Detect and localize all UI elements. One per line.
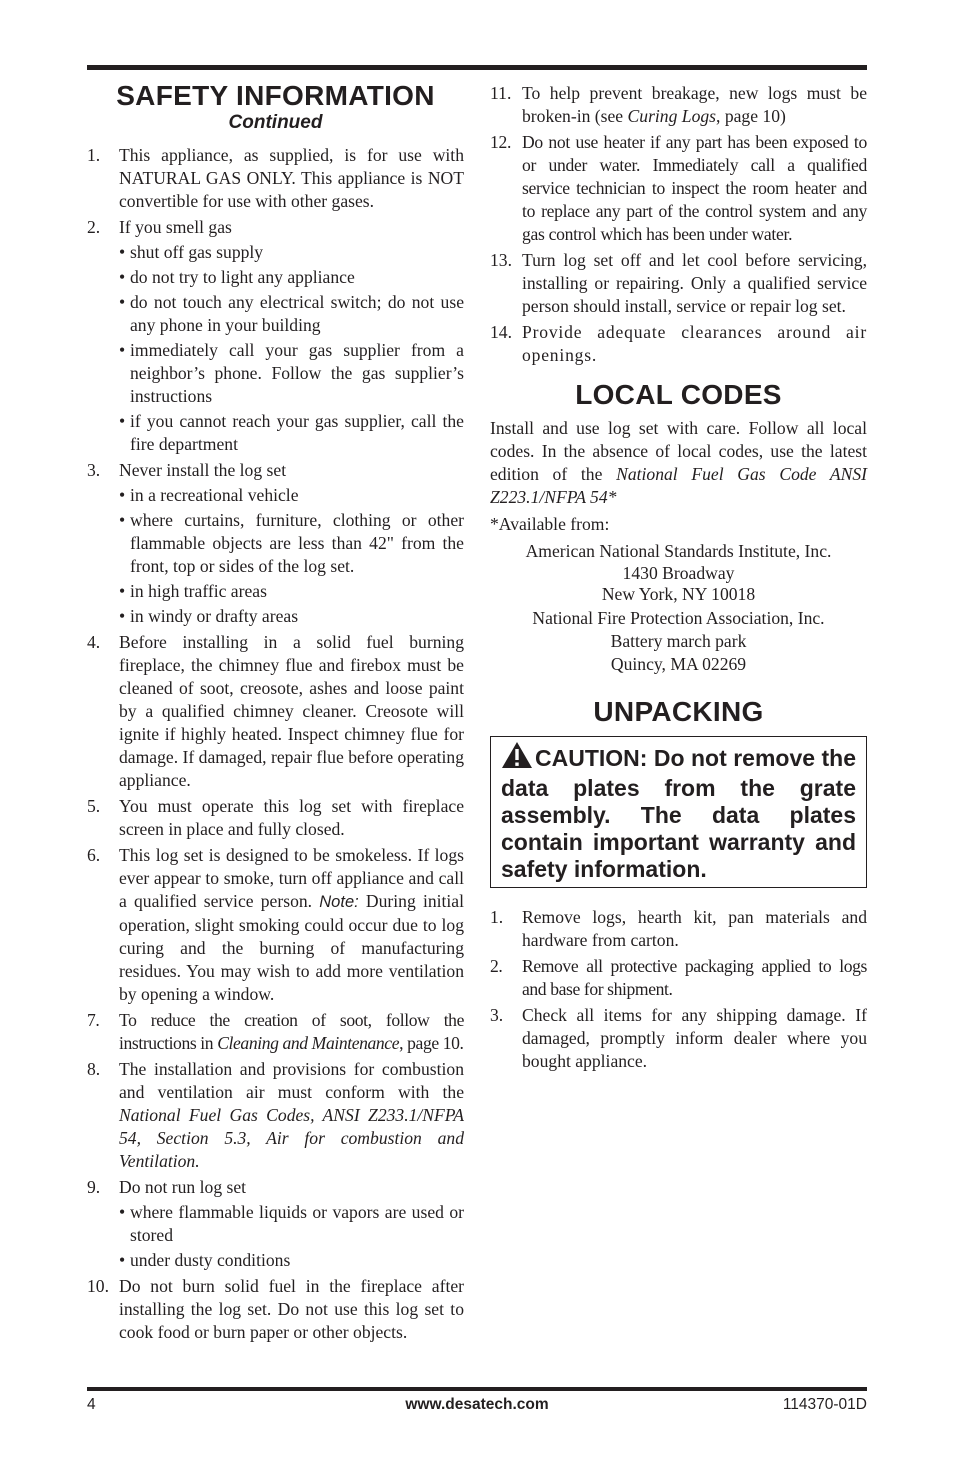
- list-item: [490, 82, 867, 128]
- list-item: [490, 131, 867, 246]
- paragraph-italic: National Fuel Gas Code ANSI Z223.1/NFPA 54*: [490, 464, 867, 507]
- bullet-item: • where curtains, furniture, clothing or other flammable objects are less than 42" from the front, top or sides of the log set.: [119, 509, 464, 578]
- address-line: National Fire Protection Association, Inc.: [532, 608, 825, 628]
- item-text: Before installing in a solid fuel burning fireplace, the chimney flue and firebox must be cleaned of soot, creosote, ashes and loose paint by a qualified chimney cleaner. Creosote will ignite if highly heated. Inspect chimney flue for damage. If damaged, repair flue before operating appliance.: [119, 632, 464, 790]
- right-column: [490, 82, 867, 1076]
- list-item: [87, 1058, 464, 1173]
- list-item: [87, 1275, 464, 1344]
- left-column: [87, 80, 464, 1347]
- list-item: [490, 906, 867, 952]
- item-text: , page 10.: [399, 1033, 464, 1053]
- bullet-item: • if you cannot reach your gas supplier, call the fire department: [119, 410, 464, 456]
- bullet-item: • in a recreational vehicle: [119, 484, 464, 507]
- list-item: [87, 795, 464, 841]
- list-item: [490, 955, 867, 1001]
- item-number: 2.: [490, 956, 503, 976]
- item-number: 2.: [87, 217, 101, 237]
- bullet-item: • in high traffic areas: [119, 580, 464, 603]
- address-nfpa: [490, 607, 867, 676]
- list-item: [87, 631, 464, 792]
- item-text: Check all items for any shipping damage. If damaged, promptly inform dealer where you bought appliance.: [522, 1005, 867, 1071]
- bullet-list: [119, 241, 464, 456]
- warning-triangle-icon: [501, 741, 533, 775]
- item-text: Remove logs, hearth kit, pan materials and hardware from carton.: [522, 907, 867, 950]
- item-number: 3.: [87, 460, 101, 480]
- item-text: Do not run log set: [119, 1177, 247, 1197]
- document-code: 114370-01D: [782, 1396, 867, 1413]
- paragraph-text: Install and use log set with care. Follow all local codes. In the absence of local codes, use the latest edition of the: [490, 418, 867, 484]
- item-number: 10.: [87, 1276, 109, 1296]
- item-text: Turn log set off and let cool before servicing, installing or repairing. Only a qualified service person should install, service or repair log set.: [522, 250, 867, 316]
- item-text: This appliance, as supplied, is for use with NATURAL GAS ONLY. This appliance is NOT convertible for use with other gases.: [119, 145, 464, 211]
- list-item: [490, 1004, 867, 1073]
- safety-list-continued: [490, 82, 867, 367]
- item-number: 11.: [490, 83, 512, 103]
- caution-text: CAUTION: Do not remove the data plates from the grate assembly. The data plates contain important warranty and safety information.: [501, 745, 856, 882]
- item-text: Never install the log set: [119, 460, 287, 480]
- item-number: 12.: [490, 132, 512, 152]
- item-number: 1.: [490, 907, 504, 927]
- note-label: Note:: [319, 893, 359, 911]
- item-number: 5.: [87, 796, 101, 816]
- item-text: To reduce the creation of soot, follow the instructions in: [119, 1010, 464, 1053]
- address-ansi: [490, 540, 867, 605]
- unpacking-title: UNPACKING: [593, 696, 764, 727]
- item-text: Do not burn solid fuel in the fireplace after installing the log set. Do not use this log set to cook food or burn paper or other objects.: [119, 1276, 464, 1342]
- list-item: [87, 844, 464, 1006]
- address-line: 1430 Broadway: [622, 563, 735, 583]
- item-number: 1.: [87, 145, 101, 165]
- bullet-item: • do not try to light any appliance: [119, 266, 464, 289]
- local-codes-title: LOCAL CODES: [575, 379, 782, 410]
- item-italic: Cleaning and Maintenance: [217, 1033, 400, 1053]
- bullet-item: • shut off gas supply: [119, 241, 464, 264]
- bullet-item: • immediately call your gas supplier from a neighbor’s phone. Follow the gas supplier’s instructions: [119, 339, 464, 408]
- item-text: To help prevent breakage, new logs must be broken-in (see: [522, 83, 867, 126]
- item-text: You must operate this log set with fireplace screen in place and fully closed.: [119, 796, 464, 839]
- address-line: New York, NY 10018: [601, 584, 756, 604]
- item-text: During initial operation, slight smoking could occur due to log curing and the burning of manufacturing residues. You may wish to add more ventilation by opening a window.: [119, 891, 464, 1004]
- unpacking-list: [490, 906, 867, 1073]
- address-line: Quincy, MA 02269: [610, 654, 747, 674]
- bullet-item: • where flammable liquids or vapors are used or stored: [119, 1201, 464, 1247]
- item-text: Do not use heater if any part has been exposed to or under water. Immediately call a qualified service technician to inspect the room heater and to replace any part of the control system and any gas control which has been under water.: [522, 132, 867, 244]
- list-item: [87, 1009, 464, 1055]
- caution-box: [490, 736, 867, 888]
- item-text: Provide adequate clearances around air openings.: [522, 322, 867, 365]
- item-number: 14.: [490, 322, 512, 342]
- item-number: 3.: [490, 1005, 504, 1025]
- bullet-list: [119, 1201, 464, 1272]
- safety-title: SAFETY INFORMATION: [116, 80, 435, 111]
- item-number: 7.: [87, 1010, 100, 1030]
- item-text: This log set is designed to be smokeless. If logs ever appear to smoke, turn off appliance and call a qualified service person.: [119, 845, 464, 911]
- safety-list: [87, 144, 464, 1344]
- item-number: 4.: [87, 632, 101, 652]
- safety-subtitle: Continued: [228, 112, 323, 133]
- item-italic: Curing Logs: [627, 106, 717, 126]
- item-text: If you smell gas: [119, 217, 232, 237]
- footer-rule: [87, 1387, 867, 1391]
- top-rule: [87, 65, 867, 70]
- item-number: 13.: [490, 250, 512, 270]
- bullet-item: • under dusty conditions: [119, 1249, 464, 1272]
- item-number: 8.: [87, 1059, 101, 1079]
- item-text: The installation and provisions for combustion and ventilation air must conform with the: [119, 1059, 464, 1102]
- bullet-item: • do not touch any electrical switch; do not use any phone in your building: [119, 291, 464, 337]
- bullet-item: • in windy or drafty areas: [119, 605, 464, 628]
- list-item: [87, 216, 464, 456]
- address-line: American National Standards Institute, Inc.: [525, 541, 832, 561]
- list-item: [87, 459, 464, 628]
- website-link[interactable]: www.desatech.com: [405, 1396, 549, 1413]
- item-number: 6.: [87, 845, 101, 865]
- list-item: [87, 1176, 464, 1272]
- item-text: Remove all protective packaging applied to logs and base for shipment.: [522, 956, 867, 999]
- list-item: [490, 249, 867, 318]
- list-item: [490, 321, 867, 367]
- item-italic: National Fuel Gas Codes, ANSI Z233.1/NFPA 54, Section 5.3, Air for combustion and Ventilation.: [119, 1105, 464, 1171]
- bullet-list: [119, 484, 464, 628]
- list-item: [87, 144, 464, 213]
- page-number: 4: [87, 1396, 96, 1413]
- address-line: Battery march park: [610, 631, 747, 651]
- available-from: *Available from:: [490, 514, 610, 534]
- item-text: , page 10): [716, 106, 786, 126]
- local-codes-paragraph: [490, 417, 867, 509]
- item-number: 9.: [87, 1177, 101, 1197]
